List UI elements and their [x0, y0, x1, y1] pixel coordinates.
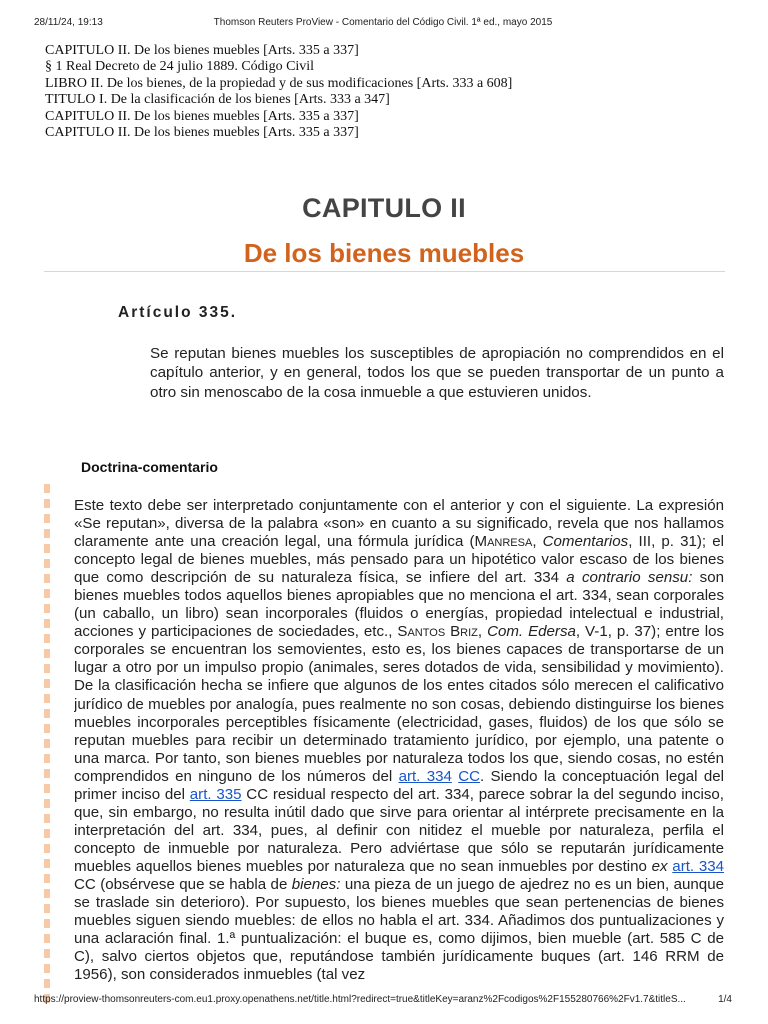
- author-name: Santos Briz: [397, 623, 478, 641]
- emphasis-word: bienes:: [291, 875, 341, 893]
- chapter-title: CAPITULO II: [302, 193, 466, 223]
- breadcrumb-item: TITULO I. De la clasificación de los bienes [Arts. 333 a 347]: [45, 92, 390, 108]
- print-title: Thomson Reuters ProView - Comentario del Código Civil. 1ª ed., mayo 2015: [213, 17, 553, 28]
- link-art-335[interactable]: art. 335: [189, 785, 242, 803]
- body-text-run: CC (obsérvese que se habla de: [74, 875, 292, 893]
- latin-word: ex: [651, 857, 668, 875]
- print-url: https://proview-thomsonreuters-com.eu1.proxy.openathens.net/title.html?redirect=true&titleKey=aranz%2Fcodigos%2F155280766%2Fv1.7&titleS...: [34, 994, 686, 1005]
- link-art-334[interactable]: art. 334: [672, 857, 724, 875]
- annotation-margin-marks: [44, 484, 50, 1004]
- breadcrumb-item: CAPITULO II. De los bienes muebles [Arts. 335 a 337]: [45, 125, 359, 141]
- print-date: 28/11/24, 19:13: [34, 17, 103, 28]
- body-text-run: una pieza de un juego de ajedrez no es un bien, aunque se traslade sin deterioro). Por supuesto, los bienes muebles que sean pertenencias de bienes muebles siguen siendo muebles: de ellos no habla el art. 334. Añadimos dos puntualizaciones y una aclaración final. 1.ª puntualización: el buque es, como dijimos, bien mueble (art. 585 C de C), salvo ciertos objetos que, reputándose también jurídicamente buques (art. 146 RRM de 1956), son considerados inmuebles (tal vez: [74, 875, 724, 984]
- work-title: Com. Edersa: [487, 623, 576, 641]
- body-text-run: , III, p. 31); el concepto legal de bienes muebles, más pensado para un hipotético valor escaso de los bienes que como descripción de su naturaleza física, se infiere del art. 334: [74, 533, 724, 587]
- body-text-run: CC residual respecto del art. 334, parece sobrar la del segundo inciso, que, sin embargo, no resulta inútil dado que sirve para orientar al intérprete precisamente en la interpretación del art. 334, pues, al definir con nitidez el mueble por naturaleza, perfila el concepto de inmueble por naturaleza. Pero adviértase que sólo se reputarán jurídicamente muebles aquellos bienes muebles por naturaleza que no sean inmuebles por destino: [74, 785, 724, 875]
- breadcrumb: [45, 43, 512, 141]
- author-name: Manresa: [474, 533, 533, 551]
- doctrina-heading: Doctrina-comentario: [81, 459, 218, 475]
- latin-phrase: a contrario sensu:: [566, 569, 693, 587]
- print-footer: [34, 994, 732, 1008]
- title-divider: [44, 271, 725, 272]
- body-text-run: , V-1, p. 37); entre los corporales se encuentran los semovientes, esto es, los bienes capaces de transportarse de un lugar a otro por un impulso propio (animales, seres dotados de vida, sensibilidad y movimiento). De la clasificación hecha se infiere que algunos de los entes citados sólo merecen el calificativo jurídico de muebles por analogía, pues realmente no son cosas, debiendo distinguirse los bienes muebles incorporales perceptibles físicamente (electricidad, gases, fluidos) de los que sólo se reputan muebles para recibir un determinado tratamiento jurídico, por ejemplo, una patente o una marca. Por tanto, son bienes muebles por naturaleza todos los que, siendo cosas, no estén comprendidos en ninguno de los números del: [74, 623, 724, 785]
- body-text-run: Este texto debe ser interpretado conjuntamente con el anterior y con el siguiente. La expresión «Se reputan», diversa de la palabra «son» en cuanto a su significado, revela que nos hallamos claramente ante una creación legal, una fórmula jurídica (: [74, 497, 724, 551]
- breadcrumb-item: CAPITULO II. De los bienes muebles [Arts. 335 a 337]: [45, 43, 359, 58]
- link-art-334[interactable]: art. 334: [398, 767, 452, 785]
- body-text-run: . Siendo la conceptuación legal del primer inciso del: [74, 767, 724, 803]
- body-text-run: ,: [477, 623, 488, 641]
- body-text-run: son bienes muebles todos aquellos bienes apropiables que no menciona el art. 334, sean corporales (un caballo, un libro) sean incorporales (fluidos o energías, propiedad intelectual e industrial, acciones y participaciones de sociedades, etc.,: [74, 569, 724, 641]
- article-text: Se reputan bienes muebles los susceptibles de apropiación no comprendidos en el capítulo anterior, y en general, todos los que se pueden transportar de un punto a otro sin menoscabo de la cosa inmueble a que estuvieren unidos.: [150, 345, 724, 401]
- article-heading: Artículo 335.: [118, 304, 238, 321]
- breadcrumb-item: CAPITULO II. De los bienes muebles [Arts. 335 a 337]: [45, 108, 359, 124]
- print-header: [34, 16, 732, 30]
- chapter-subtitle: De los bienes muebles: [243, 238, 525, 268]
- link-cc[interactable]: CC: [458, 767, 481, 785]
- breadcrumb-item: § 1 Real Decreto de 24 julio 1889. Código Civil: [45, 59, 315, 75]
- work-title: Comentarios: [542, 533, 629, 551]
- body-text-run: ,: [532, 533, 543, 551]
- page-number: 1/4: [718, 994, 732, 1005]
- doctrina-body: [74, 497, 724, 987]
- breadcrumb-item: LIBRO II. De los bienes, de la propiedad y de sus modificaciones [Arts. 333 a 608]: [45, 75, 513, 91]
